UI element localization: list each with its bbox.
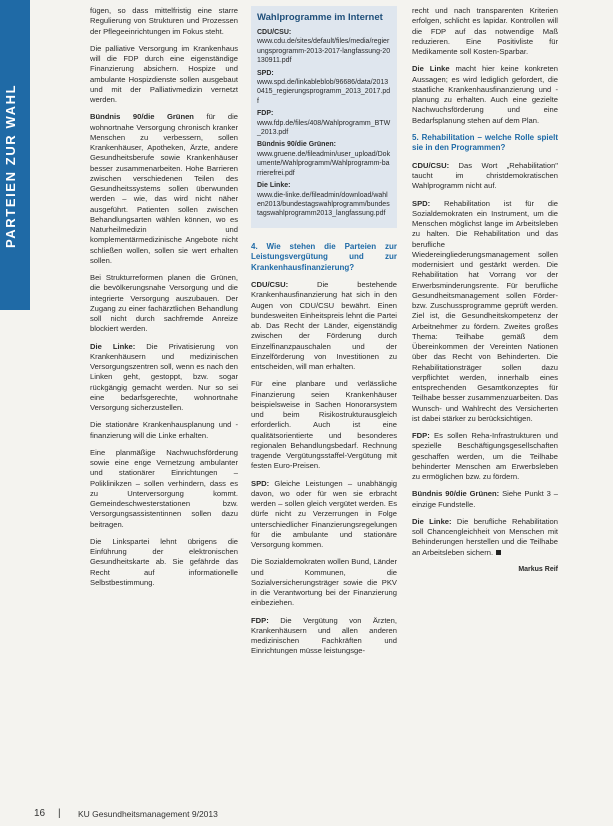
section-label: PARTEIEN ZUR WAHL xyxy=(3,83,18,248)
paragraph: Bei Strukturreformen planen die Grünen, die bevölkerungsnahe Versorgung und die integrierte Versorgung auszubauen. Der Zugang zu einer fachärztlichen Behandlung soll nicht durch sachfremde Anreize blockiert werden. xyxy=(90,273,238,334)
publication-name: KU Gesundheitsmanagement 9/2013 xyxy=(78,809,218,819)
question-heading: 4. Wie stehen die Parteien zur Leistungsvergütung und zur Krankenhausfinanzierung? xyxy=(251,241,397,272)
party-name: SPD: xyxy=(257,69,274,77)
party-name: Die Linke: xyxy=(257,182,291,190)
party-name: Die Linke: xyxy=(412,516,452,526)
party-name: Die Linke: xyxy=(90,341,136,351)
paragraph: Die Linke: Die Privatisierung von Krankenhäusern und medizinischen Versorgungszentren soll, wenn es nach den Linken geht, gestoppt, bzw. sogar rückgängig gemacht werden. Nur so sei eine bedarfsgerechte, wohnortnahe Versorgung sicherzustellen. xyxy=(90,341,238,412)
author-signature: Markus Reif xyxy=(518,565,558,573)
website-entry xyxy=(257,69,391,107)
paragraph: FDP: Die Vergütung von Ärzten, Krankenhäusern und allen anderen medizinischen Fachkräften und Einrichtungen müsse leistungsge- xyxy=(251,615,397,656)
paragraph: Die Linke: Die berufliche Rehabilitation soll Chancengleichheit von Menschen mit Behinderungen herstellen und die Teilhabe an Arbeitsleben sichern. xyxy=(412,516,559,557)
paragraph: recht und nach transparenten Kriterien erfolgen, schlicht es lapidar. Kontrollen will die FDP auf das notwendige Maß reduzieren. Eine Positivliste für Medikamente soll Kosten-Sparbar. xyxy=(412,6,558,56)
website-url[interactable]: www.gruene.de/fileadmin/user_upload/Dokumente/Wahlprogramm/Wahlprogramm-barrierefrei.pdf xyxy=(257,150,391,177)
party-name: CDU/CSU: xyxy=(251,280,289,290)
paragraph: Die Sozialdemokraten wollen Bund, Länder und Kommunen, die Sozialversicherungsträger sowie die PKV in die Verantwortung bei der Finanzierung einbeziehen. xyxy=(251,557,397,608)
website-url[interactable]: www.cdu.de/sites/default/files/media/regierungsprogramm-2013-2017-langfassung-20130911.pdf xyxy=(257,38,391,65)
section-side-tab xyxy=(0,0,30,310)
party-name: FDP: xyxy=(251,615,269,625)
party-name: CDU/CSU: xyxy=(257,29,292,36)
page-footer xyxy=(0,806,613,826)
website-entry xyxy=(257,109,391,137)
website-url[interactable]: www.spd.de/linkableblob/96686/data/20130415_regierungsprogramm_2013_2017.pdf xyxy=(257,79,391,105)
paragraph: Für eine planbare und verlässliche Finanzierung seien Krankenhäuser beispielsweise in Sachen Honorarsystem und beim Risikostrukturausgleich erforderlich. Auch ist eine qualitätsorientierte und besonderes regionalen Behandlungsbedarf. Rechnung tragende Vergütungsstaffel-Vergütung mit festen Euro-Preisen. xyxy=(251,379,397,471)
column-2 xyxy=(251,6,397,664)
footer-separator: | xyxy=(58,808,61,819)
column-1 xyxy=(90,6,238,595)
party-name: Die Linke xyxy=(412,64,450,74)
paragraph: CDU/CSU: Die bestehende Krankenhausfinanzierung hat sich in den Augen von CDU/CSU bewährt. Einen bundesweiten Einheitspreis lehnt die Partei ab. Das Recht der Länder, eigenständig zwischen der Förderung durch Einzelfinanzpauschalen und der Einzelförderung von Investitionen zu entscheiden, will man erhalten. xyxy=(251,280,397,372)
box-title: Wahlprogramme im Internet xyxy=(257,12,383,23)
paragraph: SPD: Gleiche Leistungen – unabhängig davon, wo oder für wen sie erbracht werden – sollen gleich vergütet werden. Es dürfe nicht zu Verzerrungen in Folge unterschiedlicher Finanzierungsregelungen für die ambulante und stationäre Versorgung kommen. xyxy=(251,478,397,550)
party-name: FDP: xyxy=(257,110,274,118)
party-name: CDU/CSU: xyxy=(412,160,450,170)
party-name: Bündnis 90/die Grünen: xyxy=(412,489,500,499)
party-name: SPD: xyxy=(412,198,431,208)
party-name: Bündnis 90/die Grünen: xyxy=(257,141,336,149)
box-entries xyxy=(257,28,391,219)
paragraph: Die Linkspartei lehnt übrigens die Einführung der elektronischen Gesundheitskarte ab. Sie gefährde das Recht auf informationelle Selbstbestimmung. xyxy=(90,536,238,587)
website-entry xyxy=(257,140,391,178)
website-url[interactable]: www.die-linke.de/fileadmin/download/wahlen2013/bundestagswahlprogramm/bundestagswahlprogramm2013_langfassung.pdf xyxy=(257,191,390,218)
party-name: FDP: xyxy=(412,431,430,440)
website-url[interactable]: www.fdp.de/files/408/Wahlprogramm_BTW_2013.pdf xyxy=(257,119,391,137)
paragraph: Eine planmäßige Nachwuchsförderung sowie eine enge Vernetzung ambulanter und stationärer Einrichtungen – Poliklinikzen – sollen verhindern, dass es zu Unterversorgung kommt. Gemeindeschwesterstationen bzw. Versorgungsassistentinnen sollen dazu beitragen. xyxy=(90,447,238,529)
article-end-icon xyxy=(496,550,501,555)
website-entry xyxy=(257,181,391,219)
website-links-box xyxy=(251,6,397,228)
paragraph: FDP: Es sollen Reha-Infrastrukturen und spezielle Beschäftigungsgesellschaften geschaffen werden, um die Teilhabe behinderter Menschen am Erwerbsleben zu ermöglichen bzw. zu fördern. xyxy=(412,431,558,481)
page-number: 16 xyxy=(34,808,46,819)
paragraph: Bündnis 90/die Grünen für die wohnortnahe Versorgung chronisch kranker Menschen zu verbessern, sollen Krankenhäuser, Apotheken, Ärzte, andere Gesundheitsberufe sowie Krankenhäuser besser zusammenarbeiten. Hohe Barrieren zwischen verschiedenen Teilen des Gesundheitssystems sollen überwunden werden – wie, das wird nicht näher ausgeführt. Patienten sollen zwischen Behandlungsarten wählen können, wo es Naturheilmedizin und komplementärmedizinische Angebote nicht schließen wollen, sollen sie wert erhalten sollen. xyxy=(90,112,238,265)
party-name: Bündnis 90/die Grünen xyxy=(90,112,194,122)
question-heading: 5. Rehabilitation – welche Rolle spielt sie in den Programmen? xyxy=(412,132,558,153)
website-entry xyxy=(257,28,391,66)
paragraph: Bündnis 90/die Grünen: Siehe Punkt 3 – einzige Fundstelle. xyxy=(412,489,558,509)
paragraph: Die Linke macht hier keine konkreten Aussagen; es wird lediglich gefordert, die staatliche Krankenhausfinanzierung und -planung zu erhalten. Auch eine gezielte Nachwuchsförderung und eine Bedarfsplanung stehen auf dem Plan. xyxy=(412,64,558,125)
paragraph: Die stationäre Krankenhausplanung und -finanzierung will die Linke erhalten. xyxy=(90,420,238,440)
column-3 xyxy=(412,6,558,575)
paragraph: fügen, so dass mittelfristig eine starre Regulierung von Strukturen und Prozessen der Pflegeeinrichtungen im Fokus steht. xyxy=(90,6,238,36)
paragraph: Die palliative Versorgung im Krankenhaus will die FDP durch eine eigenständige Finanzierung absichern. Hospize und ambulante Hospizdienste sollen ausgebaut und mit der Palliativmedizin vernetzt werden. xyxy=(90,43,238,104)
paragraph: SPD: Rehabilitation ist für die Sozialdemokraten ein Instrument, um die Menschen möglichst lange im Arbeitsleben zu halten. Die Rehabilitation und das berufliche Wiedereingliederungsmanagement sollen modernisiert und gestärkt werden. Die Rehabilitation hat Vorrang vor der Erwerbsminderungsrente. Für berufliche Gesundheitsmanagement sollen Förder- bzw. Zuschussprogramme geprüft werden. Ziel ist, die Gesundheitskompetenz der Arbeitnehmer zu fördern. Zweites großes Thema: Teilhabe gemäß dem Übereinkommen der Vereinten Nationen über das Recht von Behinderten. Die Rehabilitationsträger sollen dazu verpflichtet werden, innerhalb eines entsprechenden Gesamtkonzeptes für Teilhabe besser zusammenzuarbeiten. Das Wunsch- und Wahlrecht des Versicherten ist dabei stärker zu berücksichtigen. xyxy=(412,198,558,423)
column-3-text xyxy=(412,6,558,558)
party-name: SPD: xyxy=(251,478,270,488)
column-2-text xyxy=(251,242,397,657)
paragraph: CDU/CSU: Das Wort „Rehabilitation" taucht im christdemokratischen Wahlprogramm nicht auf. xyxy=(412,160,558,191)
